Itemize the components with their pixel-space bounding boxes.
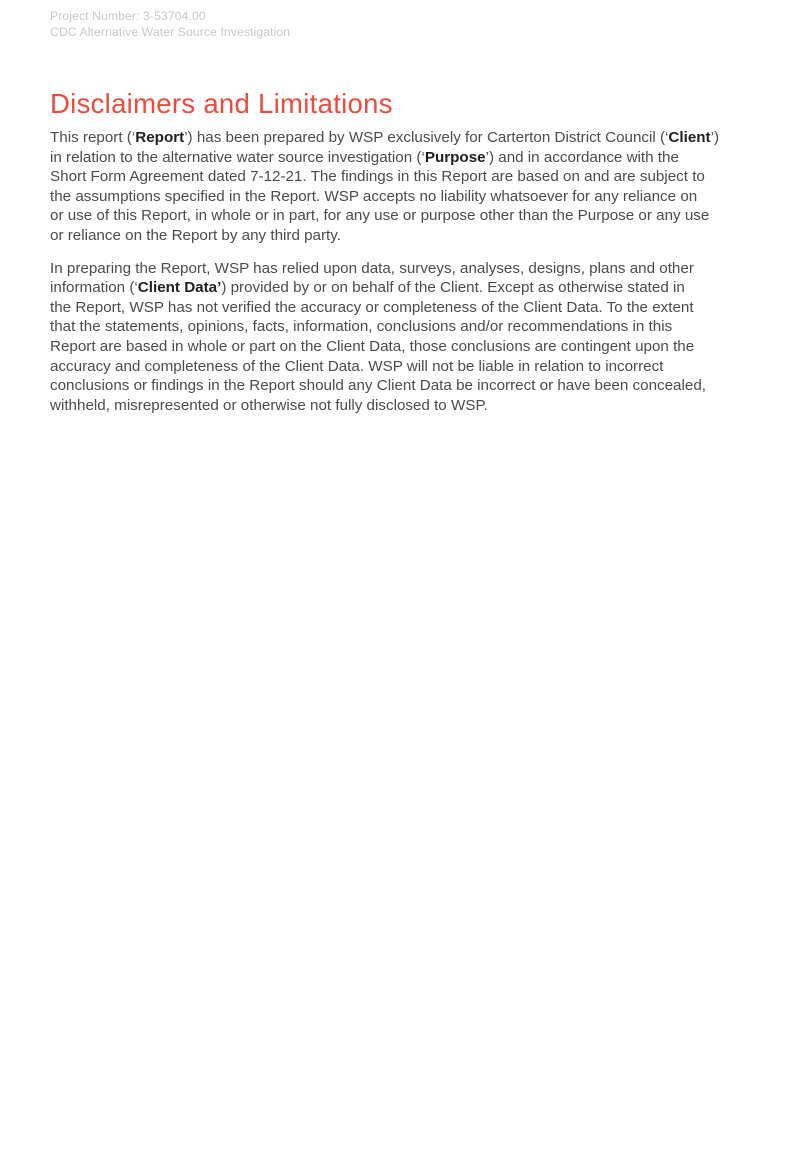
- text-run: ) provided by or on behalf of the Client. Except as otherwise stated in: [221, 279, 685, 297]
- text-run: in relation to the alternative water source investigation (‘: [50, 148, 425, 166]
- text-line: In preparing the Report, WSP has relied upon data, surveys, analyses, designs, plans and other: [50, 259, 694, 277]
- text-run: This report (‘: [50, 129, 136, 146]
- text-line: withheld, misrepresented or otherwise not fully disclosed to WSP.: [50, 396, 488, 414]
- text-line: or reliance on the Report by any third party.: [50, 226, 341, 244]
- term-report: Report: [135, 129, 185, 146]
- text-run: information (‘: [50, 279, 138, 297]
- text-line: Short Form Agreement dated 7-12-21. The findings in this Report are based on and are subject to: [50, 168, 705, 186]
- text-line: Report are based in whole or part on the Client Data, those conclusions are contingent upon the: [50, 337, 695, 355]
- project-number: Project Number: 3-53704.00: [50, 9, 206, 23]
- text-run: ’) has been prepared by WSP exclusively for Carterton District Council (‘: [184, 129, 669, 146]
- text-line: that the statements, opinions, facts, information, conclusions and/or recommendations in this: [50, 318, 673, 336]
- text-line: the assumptions specified in the Report. WSP accepts no liability whatsoever for any reliance on: [50, 187, 698, 205]
- text-line: [50, 278, 762, 298]
- text-run: ’): [710, 129, 720, 146]
- term-client-data: Client Data’: [137, 279, 222, 297]
- text-line: [50, 128, 762, 148]
- paragraph-client-data: [50, 259, 762, 416]
- text-run: ’) and in accordance with the: [485, 148, 679, 166]
- section-body: [50, 128, 762, 428]
- page-header: [50, 8, 750, 40]
- paragraph-report-purpose: [50, 128, 762, 246]
- project-name: CDC Alternative Water Source Investigation: [50, 25, 291, 39]
- text-line: [50, 148, 762, 168]
- text-line: the Report, WSP has not verified the accuracy or completeness of the Client Data. To the extent: [50, 298, 694, 316]
- text-line: accuracy and completeness of the Client Data. WSP will not be liable in relation to incorrect: [50, 357, 664, 375]
- text-line: conclusions or findings in the Report should any Client Data be incorrect or have been concealed,: [50, 377, 706, 395]
- section-title: Disclaimers and Limitations: [50, 88, 393, 119]
- term-client: Client: [668, 129, 711, 146]
- text-line: or use of this Report, in whole or in part, for any use or purpose other than the Purpose or any use: [50, 207, 710, 225]
- term-purpose: Purpose: [424, 148, 486, 166]
